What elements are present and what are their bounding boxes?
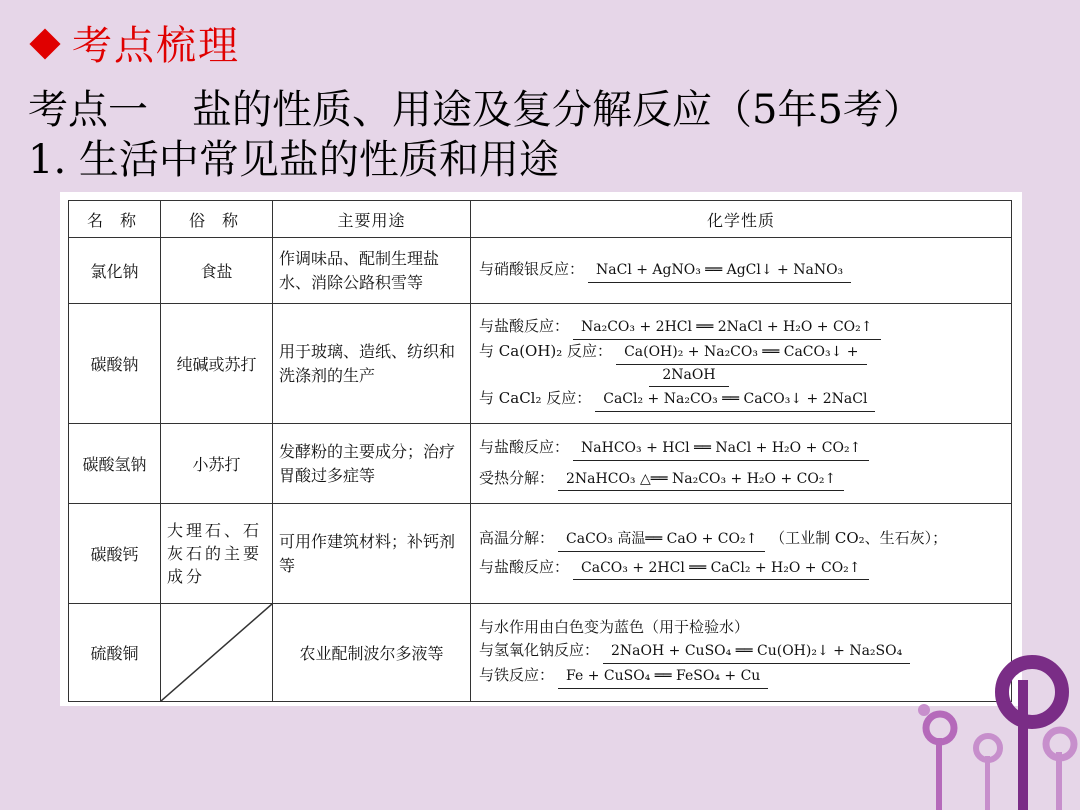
table-header-row — [69, 201, 1012, 238]
prop-equation: Ca(OH)₂ + Na₂CO₃ ══ CaCO₃↓ + — [616, 342, 866, 365]
subheading: 1. 生活中常见盐的性质和用途 — [28, 137, 559, 183]
cell-use: 作调味品、配制生理盐水、消除公路积雪等 — [273, 238, 471, 304]
prop-equation: CaCO₃ 高温══ CaO + CO₂↑ — [558, 529, 765, 552]
cell-name: 氯化钠 — [69, 238, 161, 304]
prop-label: 与水作用由白色变为蓝色（用于检验水） — [479, 618, 750, 637]
cell-name: 硫酸铜 — [69, 604, 161, 702]
salt-table-panel — [60, 192, 1022, 706]
cell-props — [471, 504, 1012, 604]
prop-equation: CaCl₂ + Na₂CO₃ ══ CaCO₃↓ + 2NaCl — [595, 389, 875, 412]
header-name: 名 称 — [69, 201, 161, 238]
prop-equation: Na₂CO₃ + 2HCl ══ 2NaCl + H₂O + CO₂↑ — [573, 317, 881, 340]
prop-label: 与盐酸反应： — [479, 317, 570, 336]
prop-label: 与硝酸银反应： — [479, 260, 585, 279]
prop-equation-cont: 2NaOH — [649, 365, 729, 388]
cell-props — [471, 238, 1012, 304]
prop-label: 受热分解： — [479, 468, 555, 487]
cell-use: 可用作建筑材料；补钙剂等 — [273, 504, 471, 604]
table-row — [69, 604, 1012, 702]
cell-use: 农业配制波尔多液等 — [273, 604, 471, 702]
topic-text: 盐的性质、用途及复分解反应（5年5考） — [192, 87, 923, 133]
cell-alias: 小苏打 — [161, 424, 273, 504]
prop-label: 与 CaCl₂ 反应： — [479, 389, 592, 408]
prop-equation: CaCO₃ + 2HCl ══ CaCl₂ + H₂O + CO₂↑ — [573, 558, 869, 581]
table-row — [69, 304, 1012, 424]
section-title-text: 考点梳理 — [72, 23, 240, 69]
diagonal-slash — [161, 604, 272, 701]
cell-use: 发酵粉的主要成分；治疗胃酸过多症等 — [273, 424, 471, 504]
diamond-bullet-icon — [29, 28, 60, 59]
prop-label: 与氢氧化钠反应： — [479, 641, 600, 660]
cell-props — [471, 304, 1012, 424]
prop-equation: NaCl + AgNO₃ ══ AgCl↓ + NaNO₃ — [588, 260, 851, 283]
cell-name: 碳酸氢钠 — [69, 424, 161, 504]
prop-equation: 2NaHCO₃ △══ Na₂CO₃ + H₂O + CO₂↑ — [558, 469, 844, 492]
section-title — [24, 14, 240, 71]
prop-label: 与盐酸反应： — [479, 557, 570, 576]
cell-alias: 纯碱或苏打 — [161, 304, 273, 424]
table-row — [69, 424, 1012, 504]
topic-heading — [28, 78, 923, 135]
prop-label: 与 Ca(OH)₂ 反应： — [479, 341, 613, 360]
salt-table — [68, 200, 1012, 702]
table-row — [69, 238, 1012, 304]
prop-note: （工业制 CO₂、生石灰）； — [770, 528, 948, 547]
prop-label: 高温分解： — [479, 528, 555, 547]
prop-equation: NaHCO₃ + HCl ══ NaCl + H₂O + CO₂↑ — [573, 438, 869, 461]
cell-use: 用于玻璃、造纸、纺织和洗涤剂的生产 — [273, 304, 471, 424]
decorative-flower-icon — [900, 640, 1080, 810]
header-alias: 俗 称 — [161, 201, 273, 238]
prop-equation: Fe + CuSO₄ ══ FeSO₄ + Cu — [558, 666, 768, 689]
cell-props — [471, 424, 1012, 504]
table-row — [69, 504, 1012, 604]
cell-alias: 食盐 — [161, 238, 273, 304]
prop-label: 与盐酸反应： — [479, 437, 570, 456]
header-use: 主要用途 — [273, 201, 471, 238]
cell-alias: 大理石、石灰石的主要成分 — [161, 504, 273, 604]
prop-equation: 2NaOH + CuSO₄ ══ Cu(OH)₂↓ + Na₂SO₄ — [603, 641, 910, 664]
cell-name: 碳酸钠 — [69, 304, 161, 424]
topic-number: 考点一 — [28, 87, 148, 133]
header-props: 化学性质 — [471, 201, 1012, 238]
cell-name: 碳酸钙 — [69, 504, 161, 604]
cell-alias-empty — [161, 604, 273, 702]
prop-label: 与铁反应： — [479, 666, 555, 685]
